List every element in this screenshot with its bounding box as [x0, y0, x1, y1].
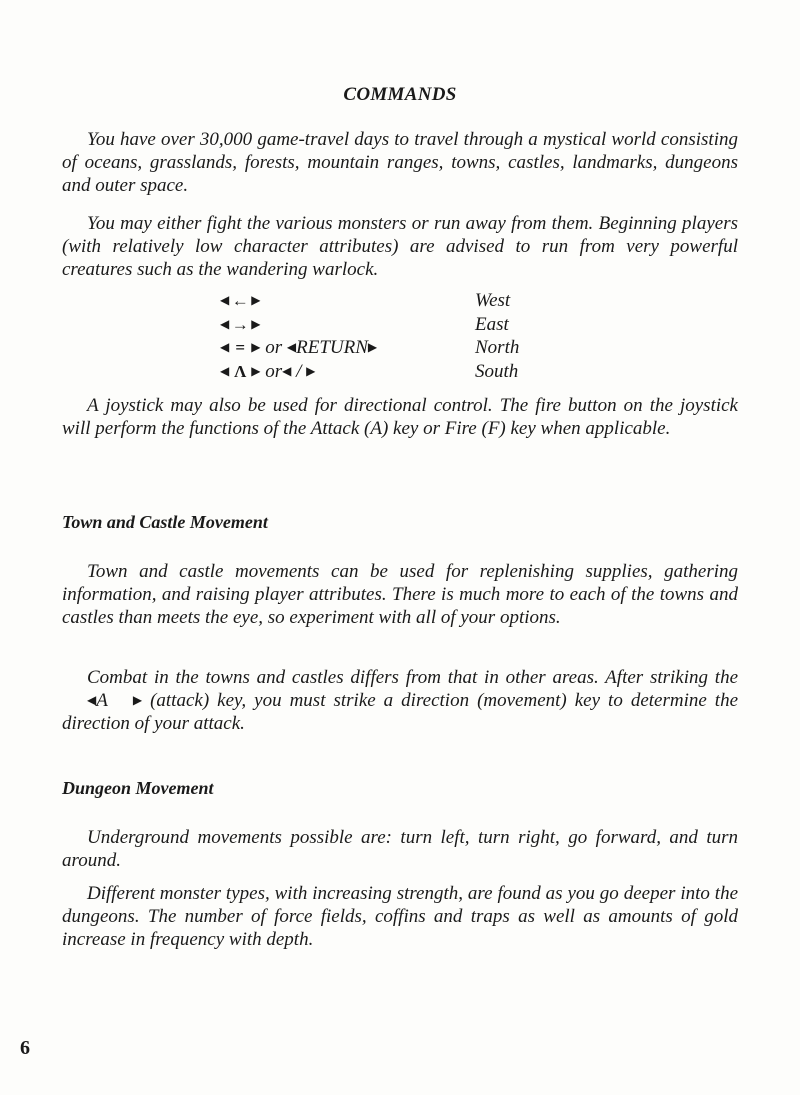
town-p2-before: Combat in the towns and castles differs from that in other areas. After striking the — [87, 667, 738, 688]
or-label: or — [265, 360, 283, 382]
alt-key-label: RETURN — [296, 337, 368, 358]
right-triangle-icon: ▶ — [367, 340, 378, 354]
command-keys — [220, 336, 377, 360]
town-p2-after: (attack) key, you must strike a direction (movement) key to determine the direction of your attack. — [62, 690, 738, 734]
right-triangle-icon: ▶ — [306, 363, 316, 378]
attack-key-label: A — [96, 690, 108, 711]
command-direction: West — [475, 290, 511, 311]
key-glyph: = — [235, 338, 246, 357]
command-keys — [220, 360, 315, 384]
right-triangle-icon: ▶ — [251, 316, 261, 331]
command-direction: East — [475, 313, 509, 335]
page-number: 6 — [20, 1037, 30, 1059]
dungeon-paragraph-2: Different monster types, with increasing strength, are found as you go deeper into the dungeons. The number of force fields, coffins and traps as well as amounts of gold increase in frequency with depth. — [62, 883, 738, 950]
left-triangle-icon: ◀ — [220, 316, 230, 331]
right-triangle-icon: ▶ — [132, 693, 143, 707]
left-triangle-icon: ◀ — [87, 693, 97, 707]
town-paragraph-1: Town and castle movements can be used for replenishing supplies, gathering information, and raising player attributes. There is much more to each of the towns and castles than meets the eye, so experiment with all of your options. — [62, 561, 738, 628]
command-direction: North — [475, 337, 520, 358]
command-keys — [220, 289, 260, 313]
atari-logo-key-icon: Λ — [234, 361, 247, 381]
joystick-paragraph: A joystick may also be used for directional control. The fire button on the joystick will perform the functions of the Attack (A) key or Fire (F) key when applicable. — [62, 395, 738, 439]
town-paragraph-2 — [62, 666, 738, 735]
command-direction: South — [475, 360, 519, 382]
key-glyph: → — [231, 314, 249, 334]
or-label: or — [265, 337, 283, 358]
town-section-title: Town and Castle Movement — [62, 512, 268, 532]
intro-paragraph-2: You may either fight the various monsters or run away from them. Beginning players (with relatively low character attributes) are advised to run from very powerful creatures such as the wandering warlock. — [62, 213, 738, 280]
left-triangle-icon: ◀ — [220, 293, 230, 307]
left-triangle-icon: ◀ — [220, 340, 230, 354]
right-triangle-icon: ▶ — [251, 363, 261, 378]
command-table — [220, 289, 540, 383]
command-row-west — [220, 289, 540, 313]
alt-key-label: / — [296, 360, 302, 382]
left-triangle-icon: ◀ — [286, 340, 297, 354]
key-glyph: ← — [231, 291, 249, 310]
command-row-east — [220, 313, 540, 337]
command-row-south — [220, 360, 540, 384]
dungeon-paragraph-1: Underground movements possible are: turn left, turn right, go forward, and turn around. — [62, 827, 738, 871]
page-heading: COMMANDS — [343, 84, 457, 105]
intro-paragraph-1: You have over 30,000 game-travel days to travel through a mystical world consisting of oceans, grasslands, forests, mountain ranges, towns, castles, landmarks, dungeons and outer space. — [62, 129, 738, 196]
right-triangle-icon: ▶ — [251, 293, 261, 307]
left-triangle-icon: ◀ — [282, 363, 292, 378]
left-triangle-icon: ◀ — [220, 363, 230, 378]
command-keys — [220, 313, 260, 337]
command-row-north — [220, 336, 540, 360]
right-triangle-icon: ▶ — [251, 340, 261, 354]
dungeon-section-title: Dungeon Movement — [62, 778, 214, 798]
